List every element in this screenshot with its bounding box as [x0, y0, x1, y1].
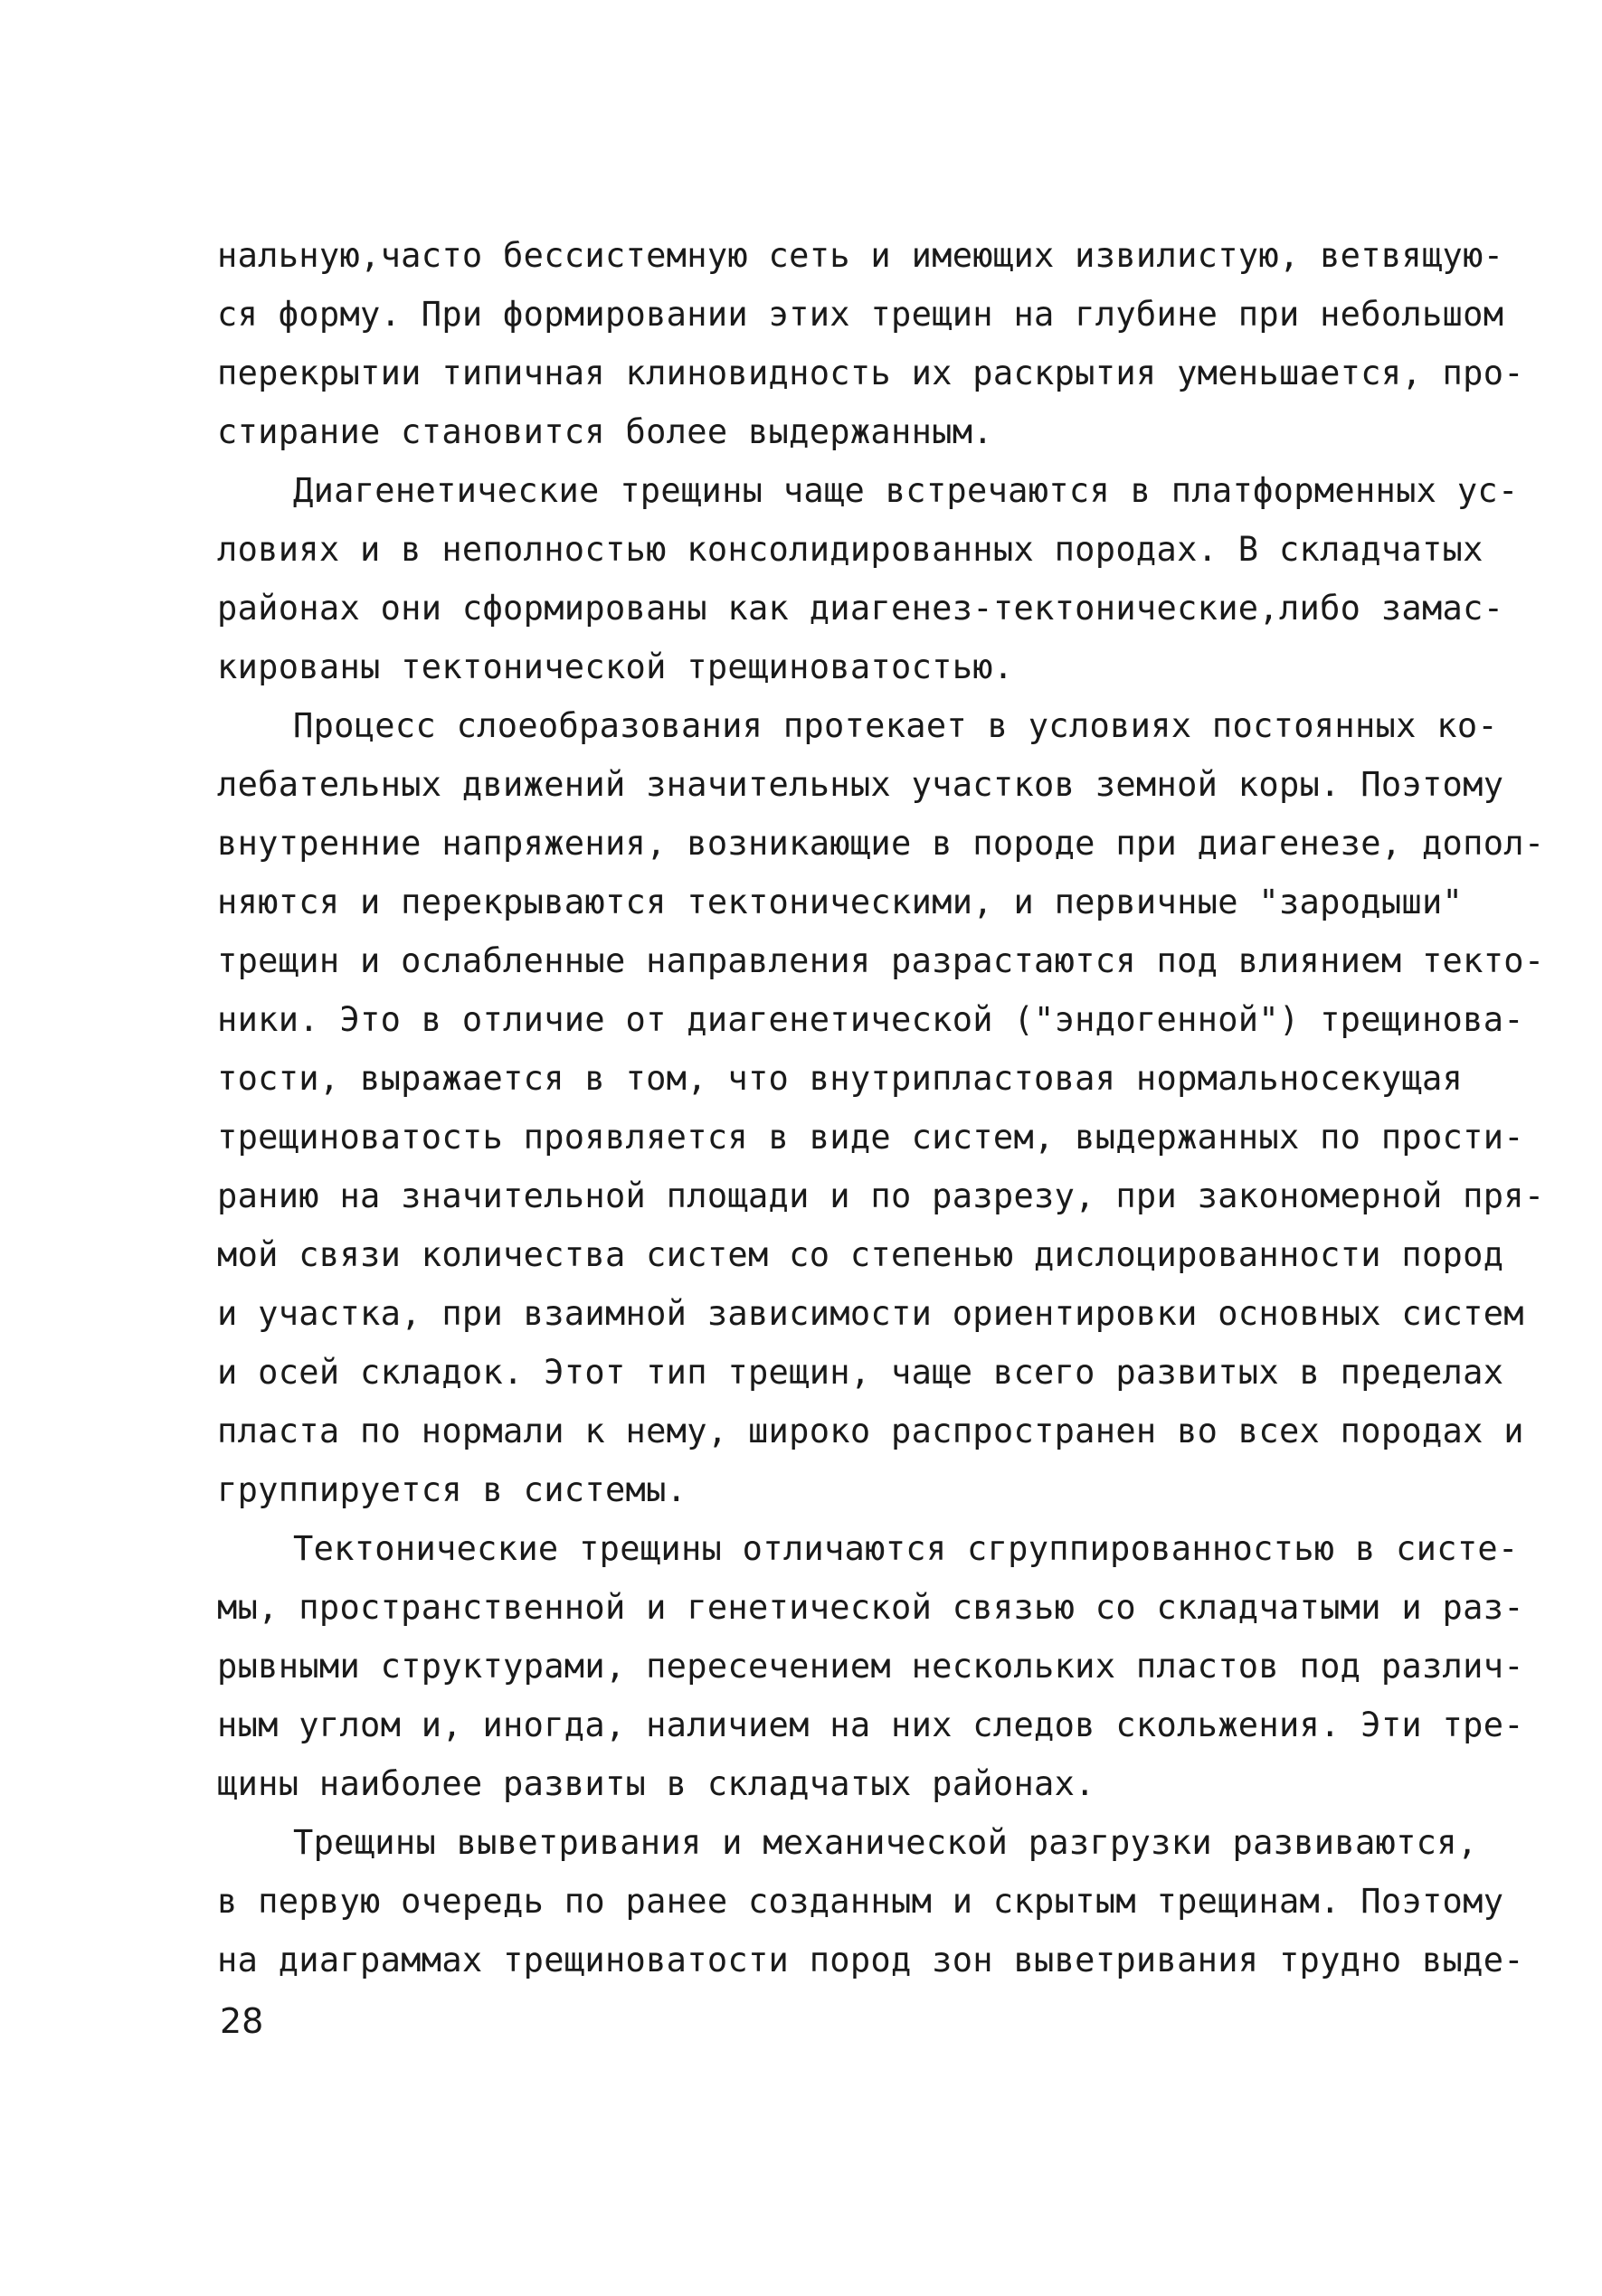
text-line: в первую очередь по ранее созданным и скрытым трещинам. Поэтому — [217, 1882, 1504, 1921]
text-line: группируется в системы. — [217, 1470, 687, 1509]
text-line: ся форму. При формировании этих трещин на глубине при небольшом — [217, 295, 1504, 334]
text-line: Трещины выветривания и механической разгрузки развиваются, — [293, 1823, 1478, 1862]
text-line: и участка, при взаимной зависимости ориентировки основных систем — [217, 1294, 1524, 1333]
body-text — [217, 226, 1545, 1989]
text-line: ники. Это в отличие от диагенетической ("эндогенной") трещинова- — [217, 1000, 1524, 1039]
text-line: районах они сформированы как диагенез-тектонические,либо замас- — [217, 589, 1504, 628]
text-line: Диагенетические трещины чаще встречаются в платформенных ус- — [293, 471, 1519, 510]
text-line: щины наиболее развиты в складчатых районах. — [217, 1764, 1095, 1803]
text-line: трещиноватость проявляется в виде систем, выдержанных по прости- — [217, 1118, 1524, 1157]
text-line: стирание становится более выдержанным. — [217, 412, 993, 451]
text-line: на диаграммах трещиноватости пород зон выветривания трудно выде- — [217, 1941, 1524, 1979]
text-line: ранию на значительной площади и по разрезу, при закономерной пря- — [217, 1176, 1545, 1215]
page-number: 28 — [220, 2001, 264, 2041]
text-line: ным углом и, иногда, наличием на них следов скольжения. Эти тре- — [217, 1705, 1524, 1744]
text-line: кированы тектонической трещиноватостью. — [217, 647, 1014, 686]
text-line: внутренние напряжения, возникающие в породе при диагенезе, допол- — [217, 824, 1545, 863]
text-line: перекрытии типичная клиновидность их раскрытия уменьшается, про- — [217, 354, 1524, 392]
text-line: Тектонические трещины отличаются сгруппированностью в систе- — [293, 1529, 1519, 1568]
text-line: трещин и ослабленные направления разрастаются под влиянием текто- — [217, 941, 1545, 980]
text-line: мы, пространственной и генетической связью со складчатыми и раз- — [217, 1588, 1524, 1627]
text-line: лебательных движений значительных участков земной коры. Поэтому — [217, 765, 1504, 804]
text-line: и осей складок. Этот тип трещин, чаще всего развитых в пределах — [217, 1353, 1504, 1392]
text-line: ловиях и в неполностью консолидированных породах. В складчатых — [217, 530, 1484, 569]
text-line: тости, выражается в том, что внутрипластовая нормальносекущая — [217, 1059, 1464, 1098]
text-line: няются и перекрываются тектоническими, и первичные "зародыши" — [217, 883, 1464, 921]
text-line: мой связи количества систем со степенью дислоцированности пород — [217, 1235, 1504, 1274]
text-line: нальную,часто бессистемную сеть и имеющих извилистую, ветвящую- — [217, 236, 1504, 275]
text-line: Процесс слоеобразования протекает в условиях постоянных ко- — [293, 706, 1498, 745]
text-line: пласта по нормали к нему, широко распространен во всех породах и — [217, 1412, 1524, 1450]
text-line: рывными структурами, пересечением нескольких пластов под различ- — [217, 1647, 1524, 1686]
